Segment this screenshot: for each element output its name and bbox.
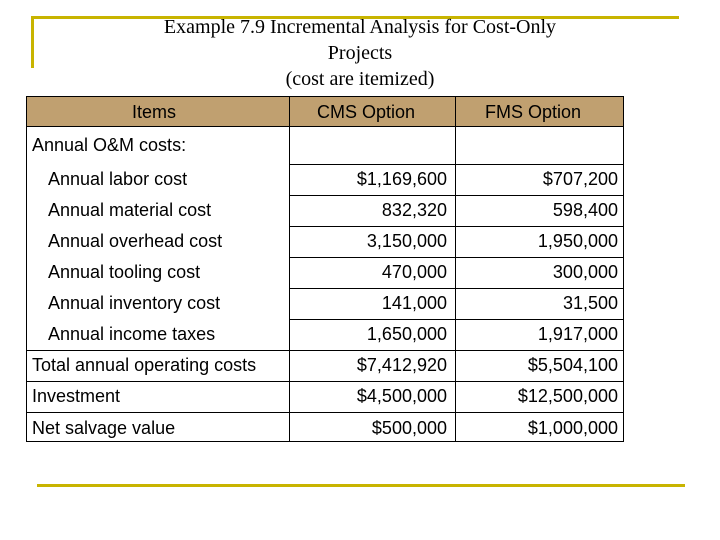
slide-title <box>70 14 650 92</box>
row-cms-value: 470,000 <box>381 262 447 282</box>
row-label: Annual overhead cost <box>48 231 223 251</box>
column-divider-1 <box>289 97 290 441</box>
row-cms-value: 832,320 <box>381 200 447 220</box>
row-divider-material <box>289 226 623 227</box>
row-divider-overhead <box>289 257 623 258</box>
row-fms-value: 1,917,000 <box>537 324 618 344</box>
row-fms-value: $5,504,100 <box>527 355 618 375</box>
row-fms-value: $707,200 <box>542 169 618 189</box>
row-cms-value: $7,412,920 <box>356 355 447 375</box>
row-divider-section <box>289 164 623 165</box>
row-fms-value: $12,500,000 <box>517 386 618 406</box>
title-line-3: (cost are itemized) <box>285 68 435 90</box>
row-divider-investment <box>27 412 623 413</box>
row-cms-value: $4,500,000 <box>356 386 447 406</box>
header-items: Items <box>132 102 177 122</box>
cost-table <box>26 96 624 442</box>
row-fms-value: 300,000 <box>552 262 618 282</box>
column-divider-2 <box>455 97 456 441</box>
row-divider-total <box>27 381 623 382</box>
row-cms-value: 141,000 <box>381 293 447 313</box>
row-fms-value: 1,950,000 <box>537 231 618 251</box>
row-fms-value: $1,000,000 <box>527 418 618 438</box>
row-cms-value: $1,169,600 <box>356 169 447 189</box>
title-line-1: Example 7.9 Incremental Analysis for Cost-Only <box>163 16 557 38</box>
row-label: Annual inventory cost <box>48 293 221 313</box>
row-divider-taxes <box>27 350 623 351</box>
row-label: Annual material cost <box>48 200 212 220</box>
row-divider-tooling <box>289 288 623 289</box>
section-label-om-costs: Annual O&M costs: <box>32 135 187 155</box>
bottom-decorative-rule <box>37 484 685 487</box>
row-divider-inventory <box>289 319 623 320</box>
header-cms-option: CMS Option <box>317 102 416 122</box>
row-label: Net salvage value <box>32 418 176 438</box>
row-label: Investment <box>32 386 121 406</box>
row-fms-value: 31,500 <box>562 293 618 313</box>
row-label: Annual tooling cost <box>48 262 201 282</box>
title-line-2: Projects <box>327 42 393 64</box>
row-cms-value: 1,650,000 <box>366 324 447 344</box>
row-cms-value: $500,000 <box>371 418 447 438</box>
row-divider-labor <box>289 195 623 196</box>
row-cms-value: 3,150,000 <box>366 231 447 251</box>
header-fms-option: FMS Option <box>485 102 582 122</box>
row-fms-value: 598,400 <box>552 200 618 220</box>
row-label: Annual income taxes <box>48 324 216 344</box>
row-label: Total annual operating costs <box>32 355 257 375</box>
left-decorative-rule <box>31 16 34 68</box>
row-label: Annual labor cost <box>48 169 188 189</box>
